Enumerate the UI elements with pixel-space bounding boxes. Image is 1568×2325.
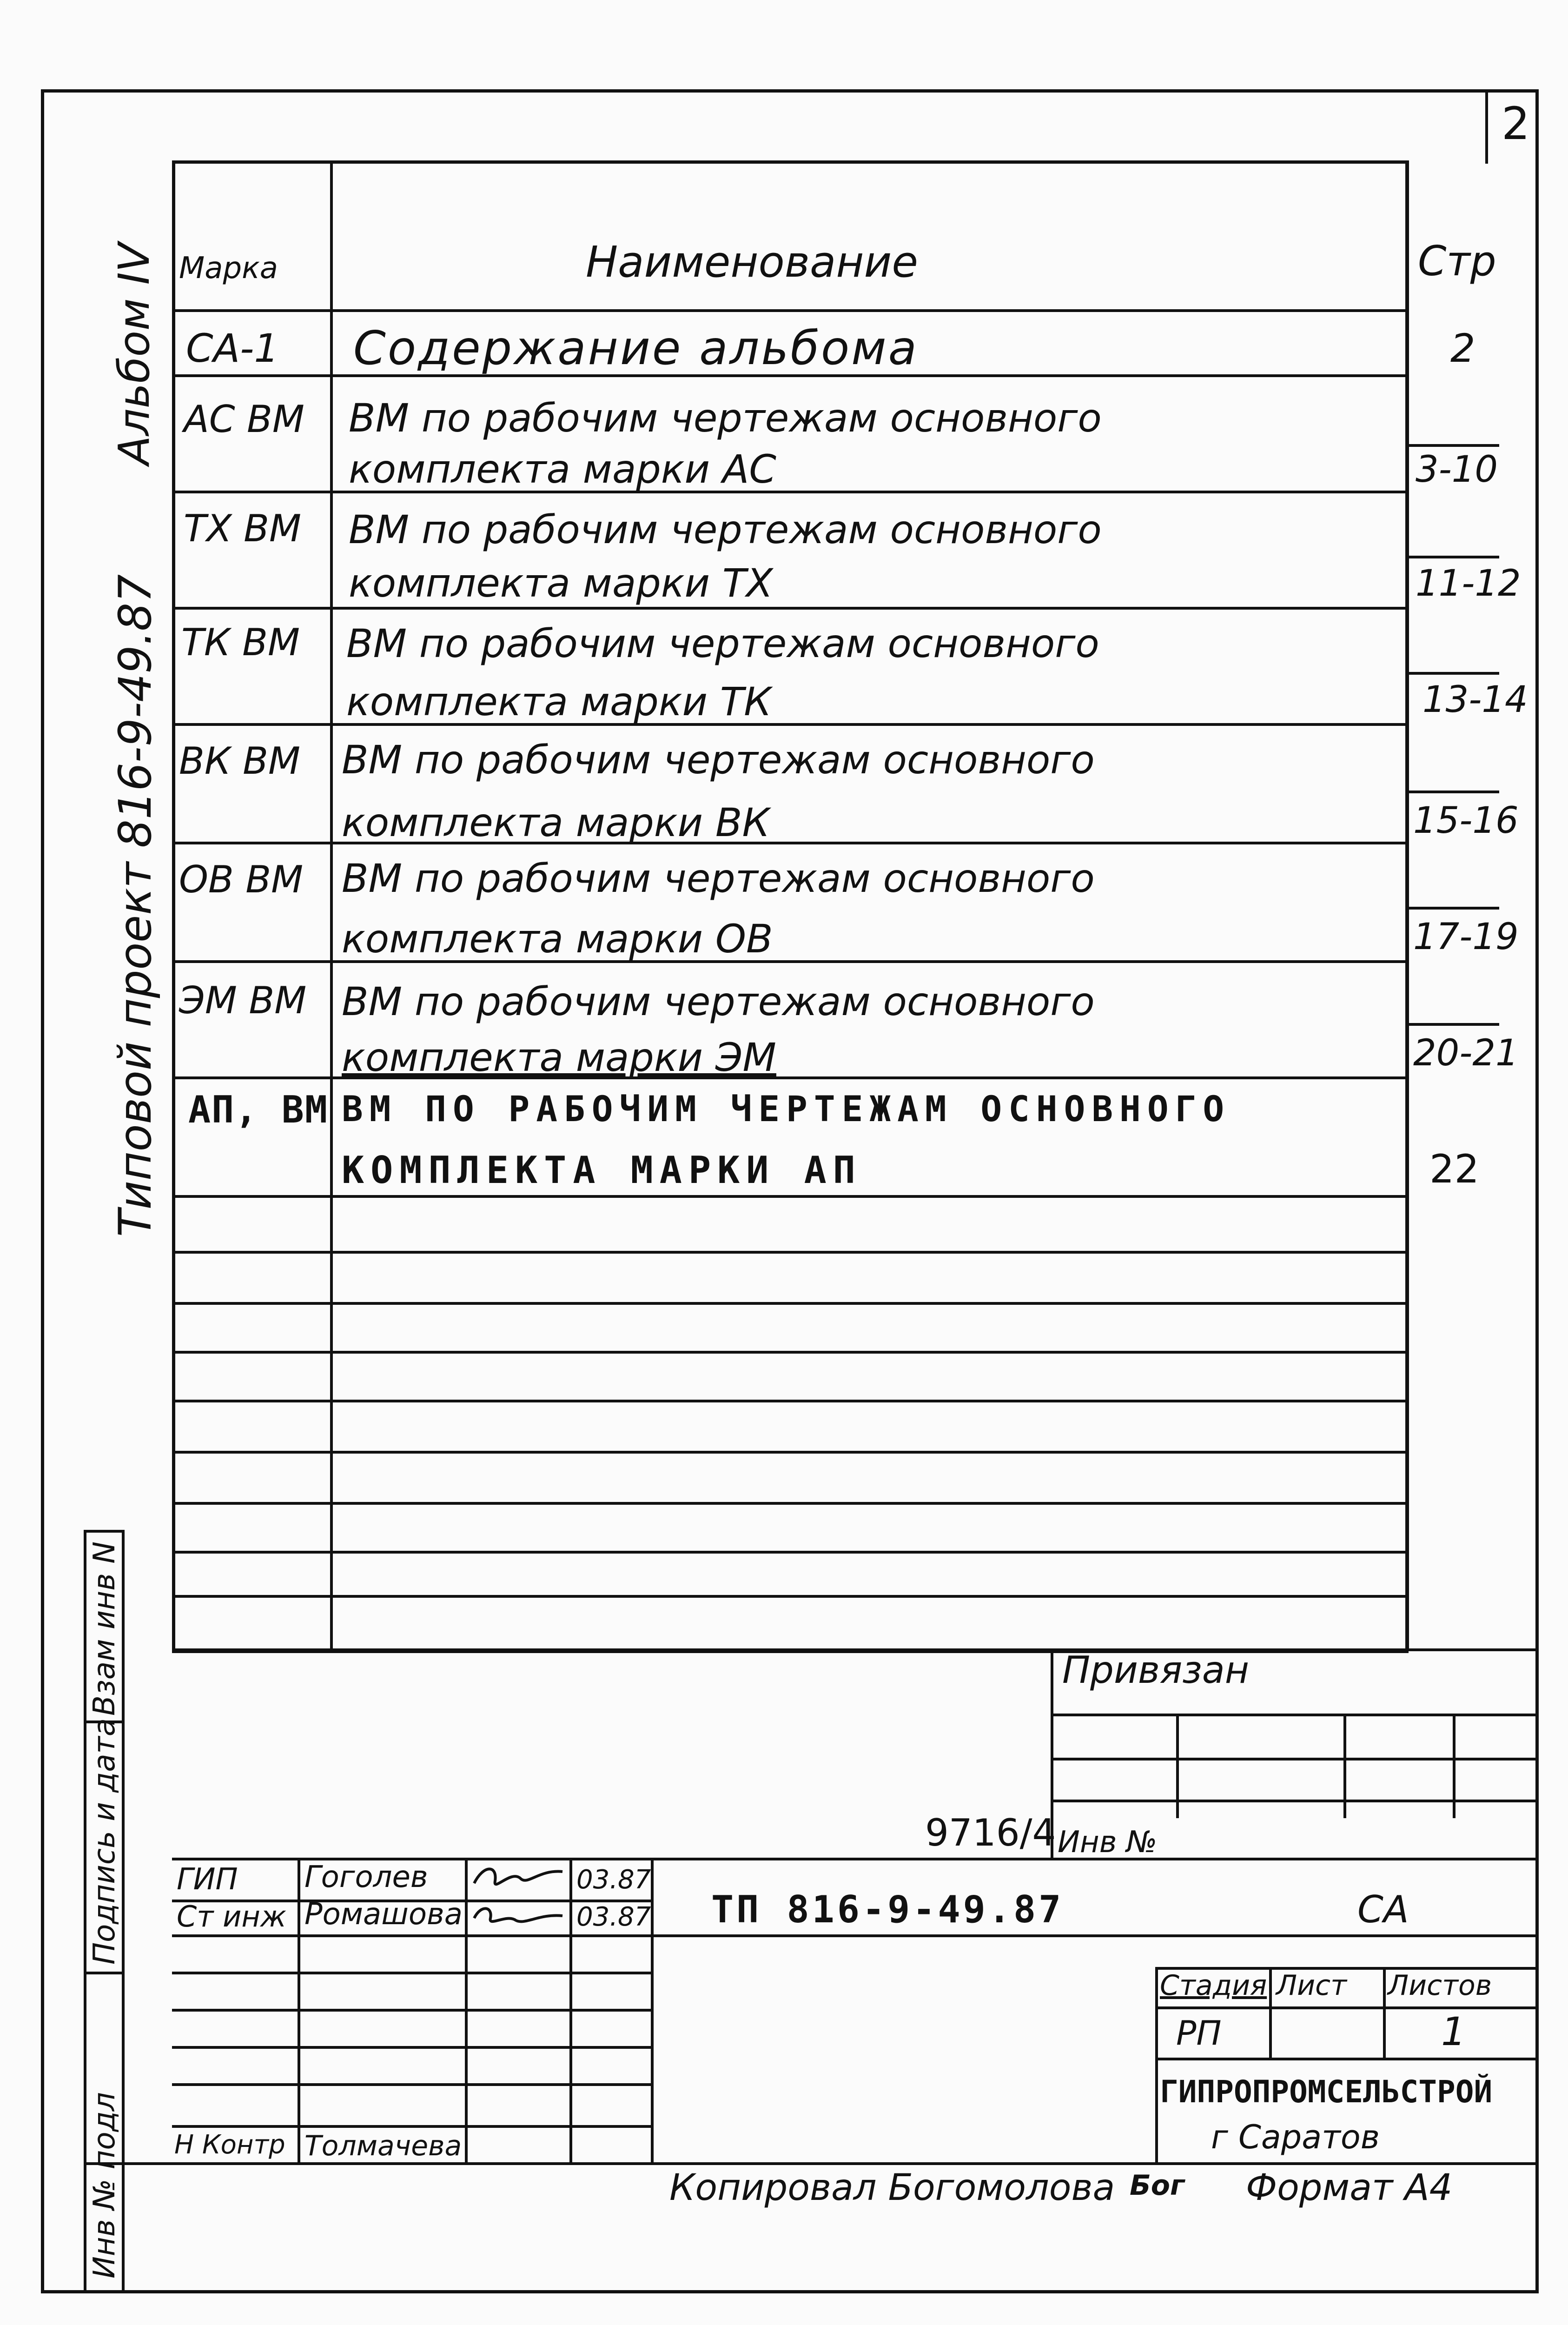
row-name-line1: ВМ по рабочим чертежам основного bbox=[349, 507, 1102, 552]
role-name: Гоголев bbox=[304, 1860, 428, 1894]
document-code: СА bbox=[1357, 1888, 1409, 1931]
stage-grid-line bbox=[1269, 1967, 1272, 2058]
copied-signature: Бог bbox=[1130, 2169, 1185, 2202]
side-strip-line bbox=[122, 1530, 125, 2292]
table-rule bbox=[172, 607, 1409, 610]
stage-label: Стадия bbox=[1160, 1969, 1267, 2002]
row-name-line1: ВМ ПО РАБОЧИМ ЧЕРТЕЖАМ ОСНОВНОГО bbox=[342, 1088, 1231, 1129]
stage-grid-line bbox=[1383, 1967, 1386, 2058]
binding-top-line bbox=[172, 1648, 1536, 1651]
table-rule bbox=[1406, 672, 1499, 675]
signature-gip bbox=[470, 1860, 567, 1897]
signature-engineer bbox=[470, 1900, 567, 1932]
sheets-label: Листов bbox=[1388, 1969, 1492, 2002]
binding-grid-line bbox=[1051, 1800, 1536, 1802]
title-grid-line bbox=[172, 1934, 1536, 1937]
side-strip-line bbox=[84, 1530, 86, 2292]
row-mark: СА-1 bbox=[186, 326, 279, 371]
row-mark: АП, ВМ bbox=[188, 1088, 328, 1131]
table-rule bbox=[172, 1595, 1409, 1598]
role-date: 03.87 bbox=[576, 1902, 651, 1932]
stage-grid-line bbox=[1155, 2006, 1536, 2009]
role-label: ГИП bbox=[177, 1862, 238, 1897]
binding-grid-line bbox=[1453, 1714, 1456, 1818]
title-block-bottom bbox=[84, 2162, 1536, 2165]
row-name-line2: комплекта марки ВК bbox=[342, 800, 770, 845]
header-name: Наименование bbox=[586, 237, 918, 287]
row-pages: 11-12 bbox=[1416, 563, 1521, 604]
table-rule bbox=[172, 1451, 1409, 1454]
table-rule bbox=[172, 1302, 1409, 1305]
row-mark: ТК ВМ bbox=[181, 621, 300, 664]
binding-grid-line bbox=[1051, 1714, 1536, 1716]
row-pages: 17-19 bbox=[1413, 916, 1519, 958]
stage-grid-line bbox=[1155, 2058, 1536, 2060]
binding-inv-label: Инв № bbox=[1058, 1825, 1158, 1860]
row-name-line2: комплекта марки ТК bbox=[346, 679, 772, 724]
row-name-line1: ВМ по рабочим чертежам основного bbox=[342, 979, 1095, 1024]
copied-by: Копировал Богомолова bbox=[669, 2167, 1115, 2209]
table-rule bbox=[172, 1251, 1409, 1254]
side-label-inv-orig: Инв № подл bbox=[87, 2092, 122, 2278]
table-rule bbox=[172, 1400, 1409, 1402]
row-pages: 15-16 bbox=[1413, 800, 1519, 842]
table-rule bbox=[1406, 1023, 1499, 1026]
row-name-line2: комплекта марки ТХ bbox=[349, 560, 773, 606]
organization-city: г Саратов bbox=[1211, 2118, 1380, 2156]
paper-format: Формат А4 bbox=[1246, 2167, 1453, 2209]
role-label: Ст инж bbox=[177, 1900, 286, 1933]
role-date: 03.87 bbox=[576, 1865, 651, 1895]
header-divider bbox=[172, 309, 1409, 312]
table-rule bbox=[1406, 556, 1499, 558]
side-strip-line bbox=[84, 1972, 123, 1974]
table-rule bbox=[172, 1195, 1409, 1198]
spine-project: Типовой проект 816-9-49.87 bbox=[109, 574, 161, 1237]
table-rule bbox=[172, 1502, 1409, 1505]
sheet-label: Лист bbox=[1276, 1969, 1347, 2002]
binding-grid-line bbox=[1051, 1758, 1536, 1760]
table-rule bbox=[1406, 790, 1499, 793]
stage-grid-line bbox=[1155, 1967, 1158, 2165]
row-name-line2: КОМПЛЕКТА МАРКИ АП bbox=[342, 1149, 862, 1192]
row-mark: ВК ВМ bbox=[179, 739, 301, 783]
row-pages: 3-10 bbox=[1416, 449, 1498, 491]
row-mark: ТХ ВМ bbox=[184, 507, 302, 550]
row-pages: 2 bbox=[1450, 326, 1475, 371]
row-name-line2: комплекта марки ОВ bbox=[342, 916, 773, 962]
role-name: Толмачева bbox=[304, 2130, 462, 2162]
side-strip-line bbox=[84, 1530, 123, 1533]
row-pages: 13-14 bbox=[1422, 679, 1528, 721]
sheet-number-divider bbox=[1485, 89, 1488, 164]
title-grid-line bbox=[172, 2125, 651, 2128]
binding-grid-line bbox=[1343, 1714, 1346, 1818]
row-name-line1: ВМ по рабочим чертежам основного bbox=[346, 621, 1099, 666]
binding-label: Привязан bbox=[1062, 1648, 1250, 1692]
role-label: Н Контр bbox=[174, 2130, 285, 2160]
designation: ТП 816-9-49.87 bbox=[711, 1888, 1064, 1931]
col-divider-page bbox=[1406, 160, 1409, 1648]
sheet-number: 2 bbox=[1502, 98, 1530, 150]
table-rule bbox=[1406, 444, 1499, 447]
spine-album: Альбом IV bbox=[109, 243, 159, 465]
row-name-line2: комплекта марки АС bbox=[349, 446, 776, 492]
row-name-line1: ВМ по рабочим чертежам основного bbox=[342, 737, 1095, 783]
title-grid-line bbox=[172, 2046, 651, 2049]
sheets-value: 1 bbox=[1441, 2009, 1466, 2054]
row-mark: АС ВМ bbox=[184, 398, 304, 441]
header-mark: Марка bbox=[179, 251, 278, 286]
table-rule bbox=[172, 1551, 1409, 1554]
row-pages: 22 bbox=[1429, 1146, 1479, 1192]
row-name-line2: комплекта марки ЭМ bbox=[342, 1035, 776, 1080]
binding-grid-line bbox=[1176, 1714, 1179, 1818]
copy-number: 9716/4 bbox=[925, 1811, 1056, 1854]
stage-value: РП bbox=[1176, 2013, 1222, 2053]
row-mark: ОВ ВМ bbox=[179, 858, 304, 901]
row-name-line1: ВМ по рабочим чертежам основного bbox=[342, 856, 1095, 901]
title-grid-line bbox=[651, 1858, 654, 2165]
side-label-sign-date: Подпись и дата bbox=[87, 1718, 122, 1965]
organization: ГИПРОПРОМСЕЛЬСТРОЙ bbox=[1160, 2074, 1493, 2110]
role-name: Ромашова bbox=[304, 1897, 463, 1932]
row-mark: ЭМ ВМ bbox=[179, 979, 307, 1022]
contents-table bbox=[172, 160, 1409, 1653]
row-name-line1: ВМ по рабочим чертежам основного bbox=[349, 395, 1102, 441]
table-rule bbox=[172, 1351, 1409, 1354]
title-grid-line bbox=[172, 1972, 651, 1974]
col-divider-mark bbox=[330, 160, 333, 1648]
table-rule bbox=[1406, 907, 1499, 910]
title-grid-line bbox=[172, 2083, 651, 2086]
title-grid-line bbox=[172, 2009, 651, 2012]
side-label-inv-replace: Взам инв N bbox=[87, 1541, 122, 1716]
row-pages: 20-21 bbox=[1413, 1032, 1519, 1074]
header-page: Стр bbox=[1418, 237, 1496, 285]
row-name-line1: Содержание альбома bbox=[353, 321, 919, 375]
